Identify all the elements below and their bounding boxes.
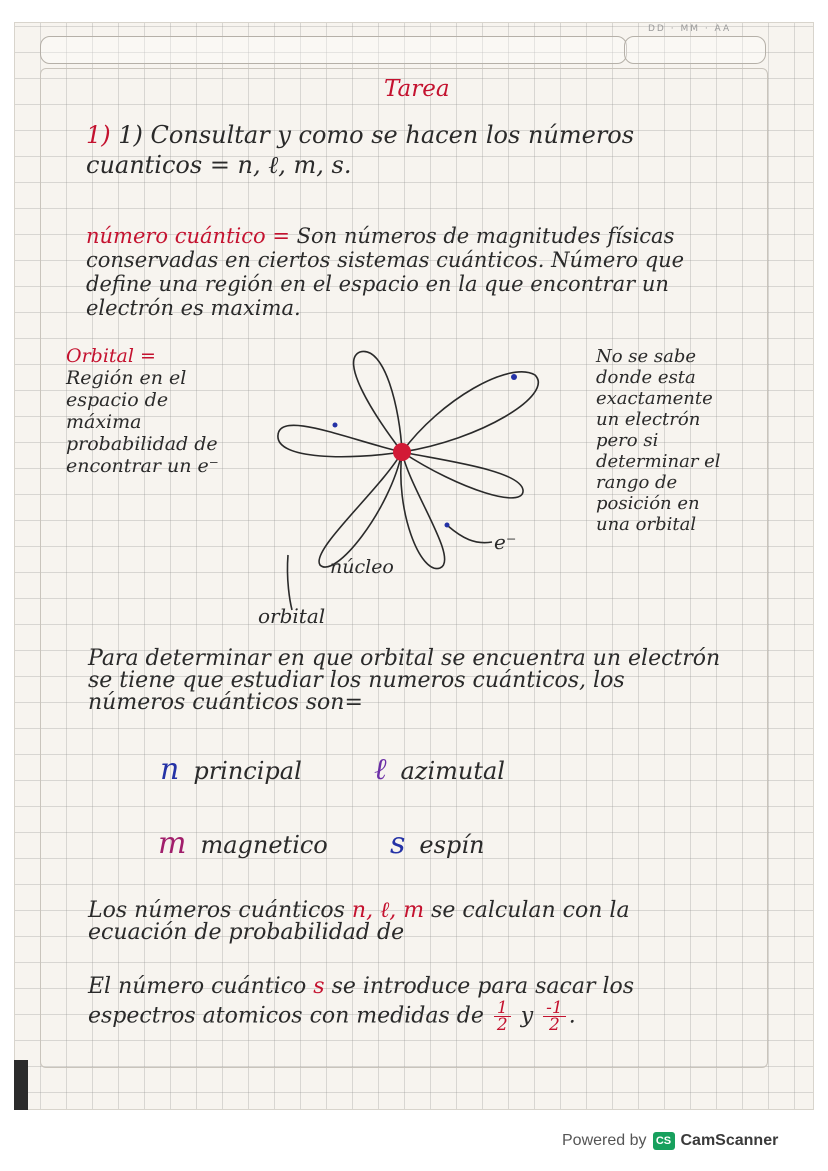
- question-line-2: cuanticos = n, ℓ, m, s.: [86, 151, 352, 179]
- name-n: principal: [193, 757, 302, 785]
- page-shadow-edge: [14, 1060, 28, 1110]
- orbital-diagram: [230, 340, 560, 620]
- electron-dot-3: [445, 523, 450, 528]
- paragraph-intro: Para determinar en que orbital se encuentra un electrón se tiene que estudiar los numeros cuánticos, los números cuánticos son=: [88, 646, 721, 715]
- lobe-bottom-left: [319, 452, 402, 567]
- electron-dot-1: [511, 374, 517, 380]
- fraction-neg-half: $\frac{-1}{2}$: [543, 1000, 566, 1033]
- name-l: azimutal: [400, 757, 505, 785]
- nucleus-dot: [393, 443, 411, 461]
- name-s: espín: [419, 831, 485, 859]
- powered-by-text: Powered by: [562, 1132, 647, 1149]
- orbital-definition: [66, 345, 226, 477]
- spin-post: se introduce para sacar los espectros atomicos con medidas de: [88, 974, 635, 1029]
- orbital-pointer: [287, 555, 292, 610]
- symbol-n: n: [160, 752, 180, 787]
- orbital-lobes: [278, 351, 538, 610]
- electron-pointer: [448, 526, 492, 543]
- definition-text: Son números de magnitudes físicas conservadas en ciertos sistemas cuánticos. Número que define una región en el espacio en la que encontrar un electrón es maxima.: [86, 224, 685, 320]
- lobe-bottom: [401, 452, 445, 569]
- orbital-text: Región en el espacio de máxima probabilidad de encontrar un e⁻: [66, 367, 219, 477]
- quantum-number-m: [158, 826, 328, 861]
- spin-pre: El número cuántico: [88, 974, 307, 999]
- definition-term: número cuántico =: [86, 224, 290, 248]
- calc-post: se calculan con la ecuación de probabilidad de: [88, 898, 630, 945]
- calc-symbols: n, ℓ, m: [351, 898, 425, 923]
- quantum-number-s: [390, 826, 484, 861]
- spin-symbol: s: [313, 974, 325, 999]
- definition-block: [86, 224, 726, 320]
- brand-name: CamScanner: [680, 1132, 779, 1149]
- calc-pre: Los números cuánticos: [88, 898, 345, 923]
- page-title: Tarea: [384, 76, 450, 102]
- spin-note: [88, 974, 728, 1033]
- name-m: magnetico: [200, 831, 328, 859]
- symbol-m: m: [158, 826, 187, 861]
- lobe-top-left: [354, 351, 402, 452]
- header-line-box: [40, 36, 627, 64]
- spin-end: .: [568, 1003, 576, 1029]
- date-marks: DD · MM · AA: [648, 24, 732, 34]
- electron-label: e⁻: [494, 530, 517, 554]
- orbital-label: orbital: [258, 604, 326, 628]
- date-box: [624, 36, 766, 64]
- orbital-term: Orbital =: [66, 345, 156, 367]
- camscanner-watermark: [562, 1130, 778, 1152]
- quantum-number-n: [160, 752, 302, 787]
- lobe-left: [278, 425, 402, 456]
- quantum-number-l: [374, 752, 505, 787]
- question-1: [86, 120, 634, 180]
- camscanner-logo-icon: CS: [653, 1132, 675, 1150]
- symbol-s: s: [390, 826, 406, 861]
- nucleus-label: núcleo: [330, 556, 394, 578]
- lobe-top-right: [402, 372, 538, 452]
- lobe-right: [402, 452, 523, 498]
- spin-connector: y: [520, 1003, 534, 1029]
- symbol-l: ℓ: [374, 752, 387, 787]
- electron-dot-2: [333, 423, 338, 428]
- fraction-half: $\frac{1}{2}$: [494, 1000, 511, 1033]
- calculation-note: [88, 900, 728, 944]
- side-note: No se sabe donde esta exactamente un electrón pero si determinar el rango de posición en una orbital: [596, 346, 721, 535]
- question-line-1: 1) 1) Consultar y como se hacen los números: [86, 121, 635, 149]
